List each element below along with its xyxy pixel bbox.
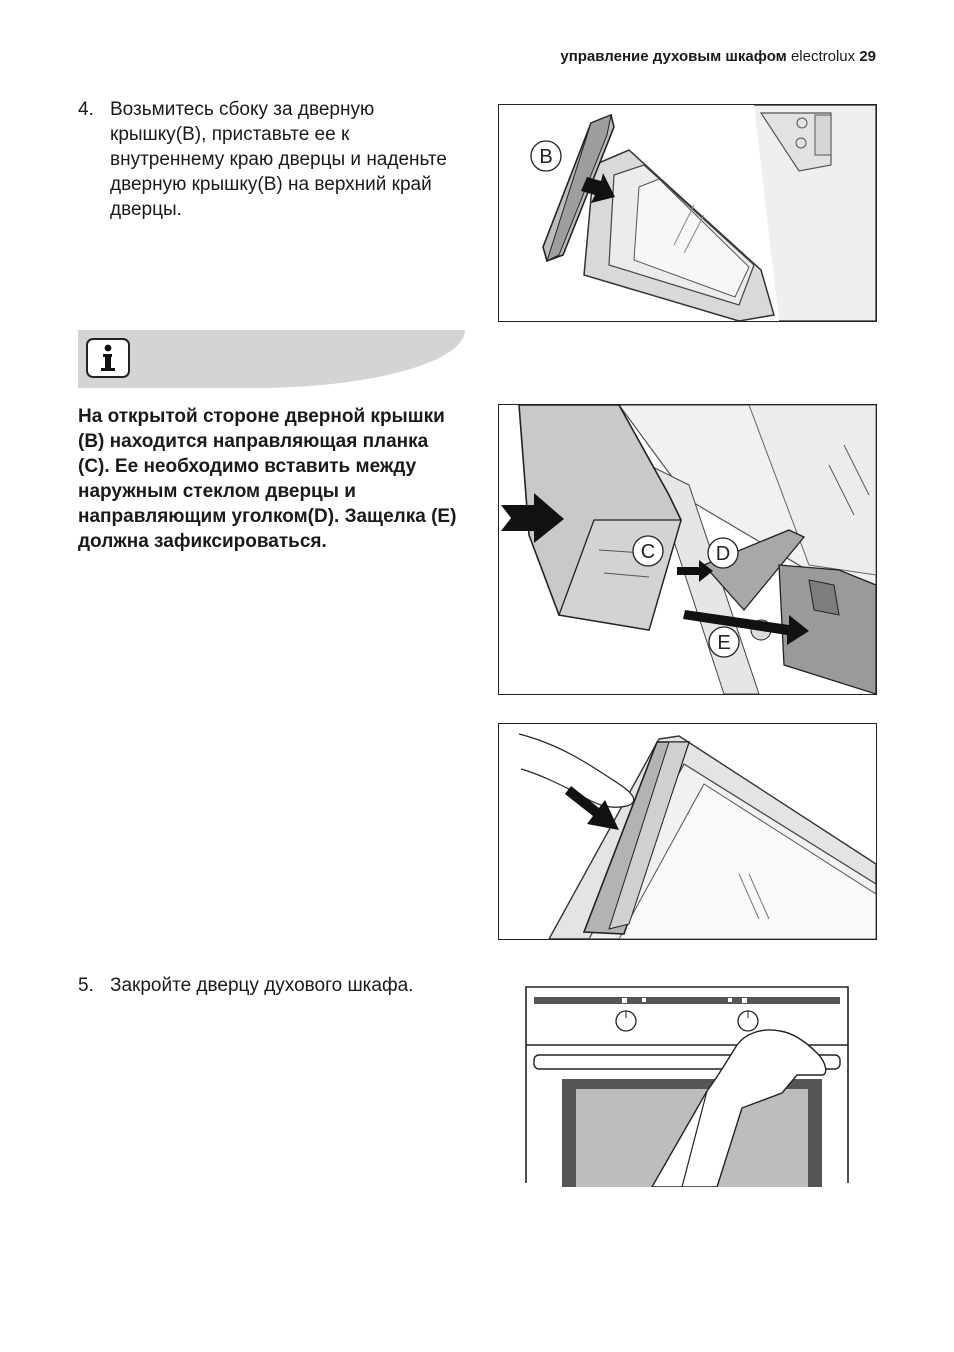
step-text: Возьмитесь сбоку за дверную крышку(B), приставьте ее к внутреннему краю дверцы и наденьте дверную крышку(B) на верхний край дверцы. — [110, 99, 447, 220]
label-d: D — [715, 543, 731, 565]
header-brand: electrolux — [790, 48, 856, 65]
step-5 — [78, 973, 458, 998]
label-c: C — [640, 541, 656, 563]
page-header — [560, 48, 876, 65]
info-banner — [78, 330, 465, 388]
info-note: На открытой стороне дверной крышки (B) находится направляющая планка (C). Ее необходимо вставить между наружным стеклом дверцы и направляющим уголком(D). Защелка (E) должна зафиксироваться. — [78, 406, 457, 552]
label-e: E — [717, 632, 731, 654]
step-number: 5. — [78, 975, 94, 996]
figure-door-cover — [498, 104, 877, 322]
label-b: B — [539, 146, 553, 168]
figure-guide-strip — [498, 404, 877, 695]
header-section-title: управление духовым шкафом — [560, 48, 787, 65]
figure-press-cover — [498, 723, 877, 940]
step-number: 4. — [78, 99, 94, 120]
page-number: 29 — [859, 48, 876, 65]
info-icon — [86, 338, 130, 378]
step-text: Закройте дверцу духового шкафа. — [110, 975, 414, 996]
figure-close-door — [522, 983, 852, 1187]
step-4 — [78, 97, 458, 222]
